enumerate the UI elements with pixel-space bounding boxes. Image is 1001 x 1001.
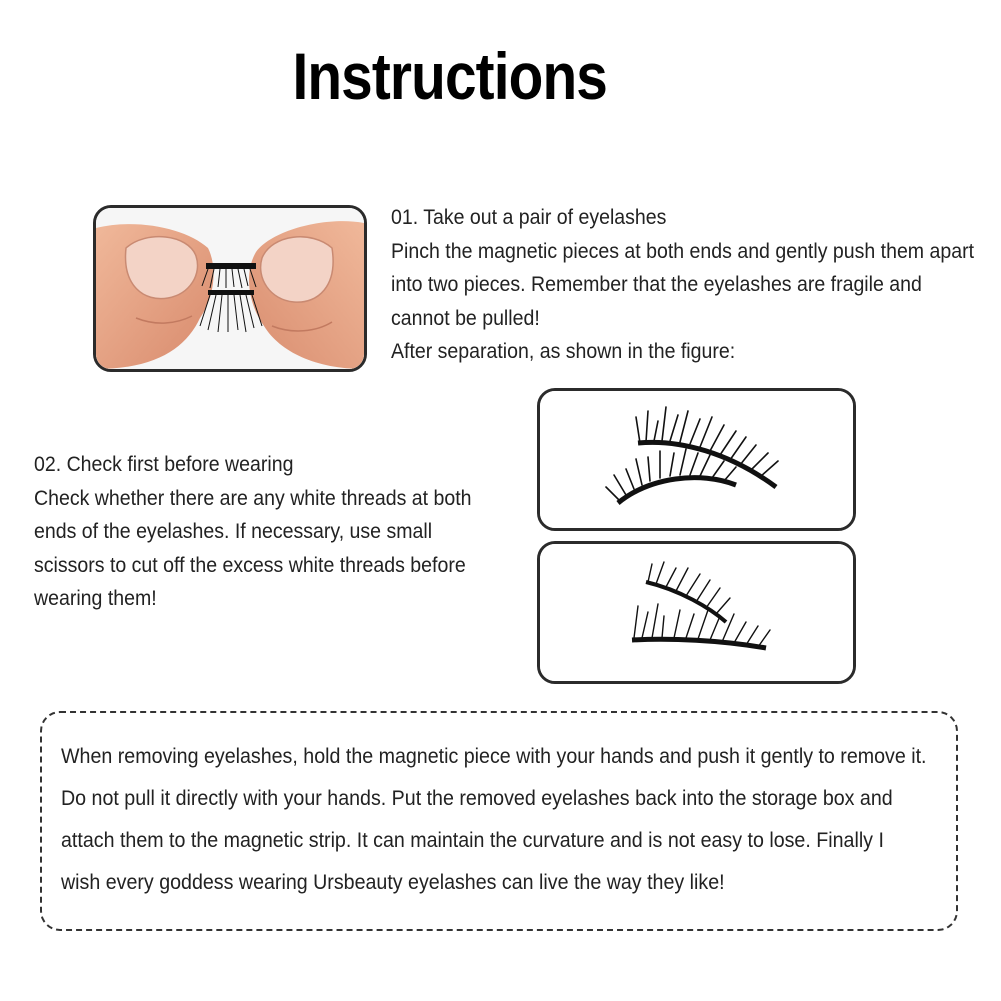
step-1-text: [391, 201, 986, 369]
step-2-line: ends of the eyelashes. If necessary, use small: [34, 520, 433, 543]
step-1-line: into two pieces. Remember that the eyelashes are fragile and: [391, 273, 922, 296]
note-line: attach them to the magnetic strip. It can maintain the curvature and is not easy to lose. Finally I: [61, 829, 884, 852]
separated-lash-pair-photo-small: [537, 541, 856, 684]
removal-note-text: [61, 736, 959, 904]
note-line: wish every goddess wearing Ursbeauty eyelashes can live the way they like!: [61, 871, 725, 894]
step-1-line: After separation, as shown in the figure:: [391, 340, 736, 363]
fingers-holding-lash-photo: [93, 205, 367, 372]
step-2-heading: 02. Check first before wearing: [34, 453, 294, 476]
fingers-photo-illustration: [96, 208, 364, 369]
step-2-line: wearing them!: [34, 587, 157, 610]
note-line: When removing eyelashes, hold the magnetic piece with your hands and push it gently to remove it.: [61, 745, 927, 768]
separated-lash-pair-photo: [537, 388, 856, 531]
page-title: Instructions: [292, 39, 607, 113]
step-2-text: [34, 448, 480, 616]
step-1-line: cannot be pulled!: [391, 306, 540, 330]
step-2-line: Check whether there are any white threads at both: [34, 486, 472, 510]
lash-pair-small-illustration: [540, 544, 853, 681]
step-1-line: Pinch the magnetic pieces at both ends and gently push them apart: [391, 239, 975, 263]
step-2-line: scissors to cut off the excess white threads before: [34, 553, 466, 577]
note-line: Do not pull it directly with your hands. Put the removed eyelashes back into the storage box and: [61, 787, 893, 810]
lash-pair-illustration: [540, 391, 853, 528]
step-1-heading: 01. Take out a pair of eyelashes: [391, 206, 667, 229]
